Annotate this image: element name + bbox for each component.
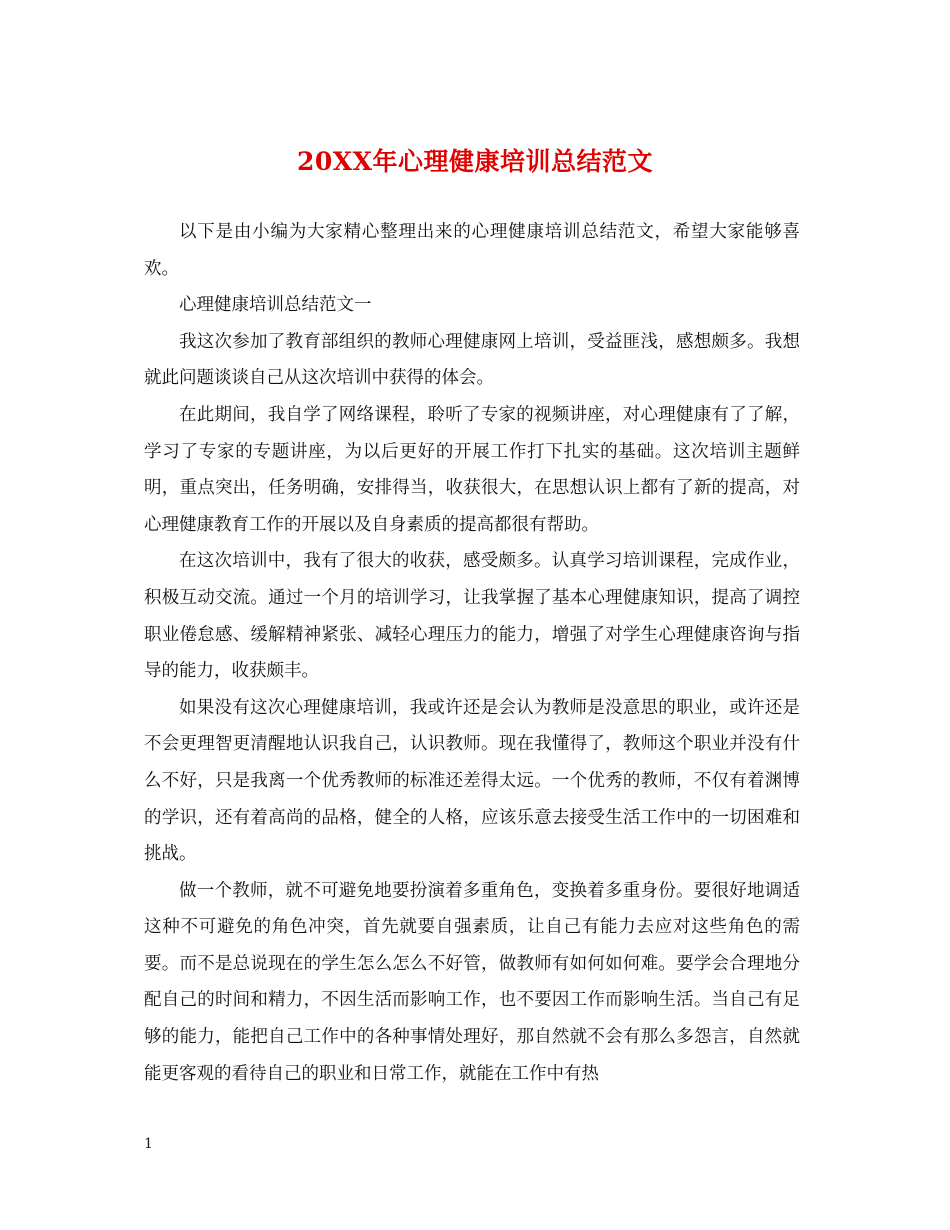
document-title: 20XX年心理健康培训总结范文	[296, 147, 654, 176]
section-heading: 心理健康培训总结范文一	[179, 295, 372, 316]
document-body	[144, 214, 800, 1092]
page-number: 1	[144, 1136, 153, 1152]
paragraph: 做一个教师，就不可避免地要扮演着多重角色，变换着多重身份。要很好地调适这种不可避免的角色冲突，首先就要自强素质，让自己有能力去应对这些角色的需要。而不是总说现在的学生怎么怎么不好管，做教师有如何如何难。要学会合理地分配自己的时间和精力，不因生活而影响工作，也不要因工作而影响生活。当自己有足够的能力，能把自己工作中的各种事情处理好，那自然就不会有那么多怨言，自然就能更客观的看待自己的职业和日常工作，就能在工作中有热	[144, 880, 800, 1084]
paragraph: 在这次培训中，我有了很大的收获，感受颇多。认真学习培训课程，完成作业，积极互动交流。通过一个月的培训学习，让我掌握了基本心理健康知识，提高了调控职业倦怠感、缓解精神紧张、减轻心理压力的能力，增强了对学生心理健康咨询与指导的能力，收获颇丰。	[144, 551, 800, 682]
paragraph: 如果没有这次心理健康培训，我或许还是会认为教师是没意思的职业，或许还是不会更理智更清醒地认识我自己，认识教师。现在我懂得了，教师这个职业并没有什么不好，只是我离一个优秀教师的标准还差得太远。一个优秀的教师，不仅有着渊博的学识，还有着高尚的品格，健全的人格，应该乐意去接受生活工作中的一切困难和挑战。	[144, 697, 800, 865]
paragraph-intro: 以下是由小编为大家精心整理出来的心理健康培训总结范文，希望大家能够喜欢。	[144, 222, 800, 279]
paragraph: 在此期间，我自学了网络课程，聆听了专家的视频讲座，对心理健康有了了解，学习了专家的专题讲座，为以后更好的开展工作打下扎实的基础。这次培训主题鲜明，重点突出，任务明确，安排得当，收获很大，在思想认识上都有了新的提高，对心理健康教育工作的开展以及自身素质的提高都很有帮助。	[144, 404, 800, 535]
paragraph: 我这次参加了教育部组织的教师心理健康网上培训，受益匪浅，感想颇多。我想就此问题谈谈自己从这次培训中获得的体会。	[144, 331, 800, 389]
